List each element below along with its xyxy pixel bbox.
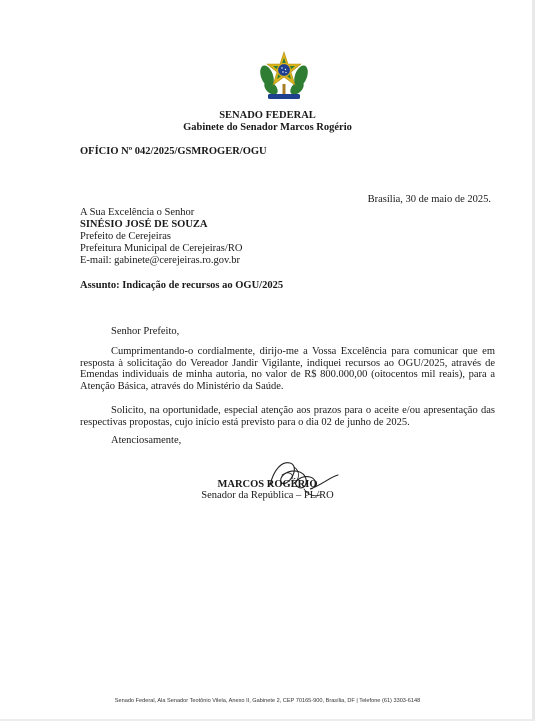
office-name: Gabinete do Senador Marcos Rogério [183,122,352,133]
institution-name: SENADO FEDERAL [219,110,316,121]
body-paragraph-2: Solicito, na oportunidade, especial atenção aos prazos para o aceite e/ou apresentação das respectivas propostas, cujo início está previsto para o dia 02 de junho de 2025. [80,405,495,428]
closing: Atenciosamente, [111,435,182,446]
signatory-role: Senador da República – PL/RO [201,490,334,501]
recipient-email: E-mail: gabinete@cerejeiras.ro.gov.br [80,255,241,266]
recipient-title: Prefeito de Cerejeiras [80,231,171,242]
body-paragraph-1: Cumprimentando-o cordialmente, dirijo-me a Vossa Excelência para comunicar que em resposta à solicitação do Vereador Jandir Vigilante, indiquei recursos ao OGU/2025, através de Emendas individuais de minha autoria, no valor de R$ 800.000,00 (oitocentos mil reais), para a Atenção Básica, através do Ministério da Saúde. [80,346,495,392]
recipient-name: SINÉSIO JOSÉ DE SOUZA [80,219,208,230]
document-reference: OFÍCIO Nº 042/2025/GSMROGER/OGU [80,146,267,157]
recipient-salutation: A Sua Excelência o Senhor [80,207,195,218]
subject-line: Assunto: Indicação de recursos ao OGU/2025 [80,280,284,291]
signatory-name: MARCOS ROGÉRIO [217,479,318,490]
greeting: Senhor Prefeito, [111,326,180,337]
national-coat-of-arms-icon [258,50,310,104]
date-line: Brasília, 30 de maio de 2025. [367,194,491,205]
page-footer: Senado Federal, Ala Senador Teotônio Vilela, Anexo II, Gabinete 2, CEP 70165-900, Brasília, DF | Telefone (61) 3303-6148 [114,698,421,704]
recipient-organization: Prefeitura Municipal de Cerejeiras/RO [80,243,243,254]
